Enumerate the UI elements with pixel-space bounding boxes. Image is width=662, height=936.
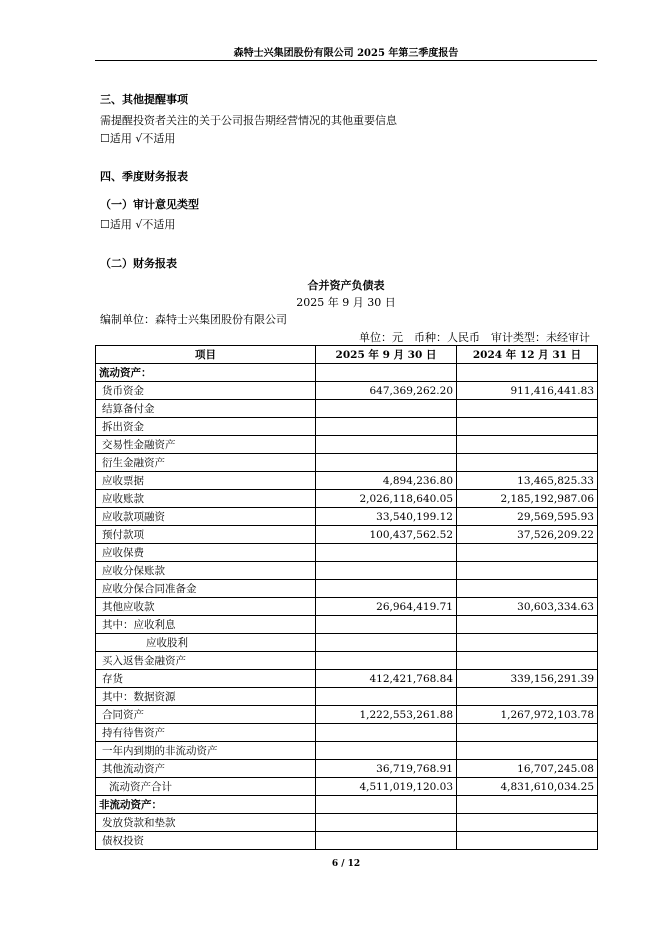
row-value-current xyxy=(316,418,457,436)
table-row xyxy=(96,400,598,418)
row-value-prior xyxy=(457,436,598,454)
row-value-current xyxy=(316,454,457,472)
row-value-current xyxy=(316,562,457,580)
row-value-current xyxy=(316,742,457,760)
row-value-prior xyxy=(457,742,598,760)
row-value-prior: 13,465,825.33 xyxy=(457,472,598,490)
row-value-current: 4,511,019,120.03 xyxy=(316,778,457,796)
row-label: 拆出资金 xyxy=(96,418,316,436)
balance-sheet-table xyxy=(95,345,598,850)
row-value-prior xyxy=(457,652,598,670)
row-value-prior xyxy=(457,364,598,382)
row-value-current: 1,222,553,261.88 xyxy=(316,706,457,724)
row-label: 应收股利 xyxy=(96,634,316,652)
row-value-current xyxy=(316,580,457,598)
table-row xyxy=(96,598,598,616)
table-row xyxy=(96,454,598,472)
section3-description: 需提醒投资者关注的关于公司报告期经营情况的其他重要信息 xyxy=(100,114,397,127)
header-divider xyxy=(95,60,597,61)
row-value-current: 100,437,562.52 xyxy=(316,526,457,544)
page-number: 6 / 12 xyxy=(331,859,361,869)
row-value-current xyxy=(316,364,457,382)
row-value-prior: 2,185,192,987.06 xyxy=(457,490,598,508)
row-label: 买入返售金融资产 xyxy=(96,652,316,670)
audit-opinion-heading: （一）审计意见类型 xyxy=(100,198,199,211)
row-value-prior: 911,416,441.83 xyxy=(457,382,598,400)
row-label: 非流动资产： xyxy=(96,796,316,814)
column-header-prior: 2024 年 12 月 31 日 xyxy=(457,346,598,364)
table-row xyxy=(96,634,598,652)
row-value-prior: 16,707,245.08 xyxy=(457,760,598,778)
row-value-current: 412,421,768.84 xyxy=(316,670,457,688)
table-row xyxy=(96,760,598,778)
row-value-current: 2,026,118,640.05 xyxy=(316,490,457,508)
section3-options: ☐适用 √不适用 xyxy=(100,132,176,145)
table-row xyxy=(96,436,598,454)
row-value-prior xyxy=(457,634,598,652)
table-row xyxy=(96,508,598,526)
row-value-prior xyxy=(457,688,598,706)
table-row xyxy=(96,472,598,490)
statement-units: 单位：元 币种：人民币 审计类型：未经审计 xyxy=(359,331,590,344)
row-label: 其中：应收利息 xyxy=(96,616,316,634)
table-row xyxy=(96,382,598,400)
column-header-item: 项目 xyxy=(96,346,316,364)
row-value-prior: 4,831,610,034.25 xyxy=(457,778,598,796)
statement-preparer: 编制单位：森特士兴集团股份有限公司 xyxy=(100,313,287,326)
row-value-prior xyxy=(457,832,598,850)
row-value-prior xyxy=(457,796,598,814)
row-label: 结算备付金 xyxy=(96,400,316,418)
row-value-prior xyxy=(457,544,598,562)
table-row xyxy=(96,544,598,562)
audit-opinion-options: ☐适用 √不适用 xyxy=(100,218,176,231)
statement-date: 2025 年 9 月 30 日 xyxy=(296,296,396,309)
row-label: 其他流动资产 xyxy=(96,760,316,778)
row-label: 持有待售资产 xyxy=(96,724,316,742)
row-label: 其中：数据资源 xyxy=(96,688,316,706)
row-value-current: 26,964,419.71 xyxy=(316,598,457,616)
row-value-prior xyxy=(457,580,598,598)
table-row xyxy=(96,652,598,670)
row-value-prior xyxy=(457,724,598,742)
table-row xyxy=(96,364,598,382)
row-label: 合同资产 xyxy=(96,706,316,724)
row-value-current xyxy=(316,796,457,814)
row-value-current xyxy=(316,616,457,634)
row-value-prior: 37,526,209.22 xyxy=(457,526,598,544)
table-row xyxy=(96,832,598,850)
report-header: 森特士兴集团股份有限公司 2025 年第三季度报告 xyxy=(233,48,459,59)
row-label: 应收款项融资 xyxy=(96,508,316,526)
row-value-prior: 30,603,334.63 xyxy=(457,598,598,616)
row-value-prior xyxy=(457,814,598,832)
row-value-current xyxy=(316,634,457,652)
table-row xyxy=(96,814,598,832)
row-value-current xyxy=(316,544,457,562)
row-label: 存货 xyxy=(96,670,316,688)
table-row xyxy=(96,580,598,598)
row-value-current: 33,540,199.12 xyxy=(316,508,457,526)
row-label: 流动资产： xyxy=(96,364,316,382)
row-value-prior: 29,569,595.93 xyxy=(457,508,598,526)
row-value-current: 647,369,262.20 xyxy=(316,382,457,400)
table-row xyxy=(96,706,598,724)
row-label: 货币资金 xyxy=(96,382,316,400)
row-label: 交易性金融资产 xyxy=(96,436,316,454)
row-value-prior: 1,267,972,103.78 xyxy=(457,706,598,724)
table-row xyxy=(96,562,598,580)
table-header-row xyxy=(96,346,598,364)
row-label: 应收分保账款 xyxy=(96,562,316,580)
row-value-prior xyxy=(457,454,598,472)
table-row xyxy=(96,526,598,544)
row-label: 发放贷款和垫款 xyxy=(96,814,316,832)
row-label: 应收票据 xyxy=(96,472,316,490)
row-value-current xyxy=(316,652,457,670)
row-value-current xyxy=(316,400,457,418)
row-value-current xyxy=(316,688,457,706)
table-row xyxy=(96,742,598,760)
row-value-current: 36,719,768.91 xyxy=(316,760,457,778)
financial-statements-heading: （二）财务报表 xyxy=(100,257,177,270)
row-label: 应收保费 xyxy=(96,544,316,562)
table-row xyxy=(96,490,598,508)
column-header-current: 2025 年 9 月 30 日 xyxy=(316,346,457,364)
section4-heading: 四、季度财务报表 xyxy=(100,170,188,183)
row-value-prior xyxy=(457,400,598,418)
row-label: 预付款项 xyxy=(96,526,316,544)
statement-title: 合并资产负债表 xyxy=(307,279,385,292)
row-value-current xyxy=(316,436,457,454)
section3-heading: 三、其他提醒事项 xyxy=(100,93,188,106)
row-label: 应收分保合同准备金 xyxy=(96,580,316,598)
table-row xyxy=(96,688,598,706)
row-value-prior xyxy=(457,562,598,580)
row-value-current xyxy=(316,814,457,832)
table-row xyxy=(96,616,598,634)
row-label: 衍生金融资产 xyxy=(96,454,316,472)
table-row xyxy=(96,724,598,742)
table-row xyxy=(96,418,598,436)
row-value-current: 4,894,236.80 xyxy=(316,472,457,490)
row-label: 其他应收款 xyxy=(96,598,316,616)
row-value-prior xyxy=(457,616,598,634)
row-label: 应收账款 xyxy=(96,490,316,508)
row-value-current xyxy=(316,832,457,850)
table-row xyxy=(96,796,598,814)
table-row xyxy=(96,670,598,688)
row-label: 债权投资 xyxy=(96,832,316,850)
row-label: 流动资产合计 xyxy=(96,778,316,796)
row-value-prior: 339,156,291.39 xyxy=(457,670,598,688)
row-value-current xyxy=(316,724,457,742)
table-row xyxy=(96,778,598,796)
row-label: 一年内到期的非流动资产 xyxy=(96,742,316,760)
row-value-prior xyxy=(457,418,598,436)
